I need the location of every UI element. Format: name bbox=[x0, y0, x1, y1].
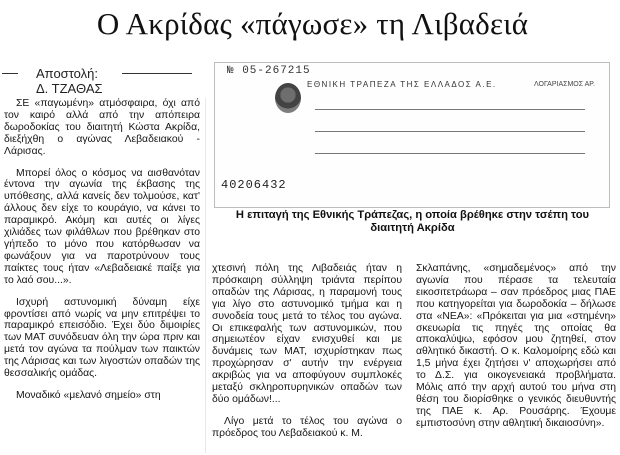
cheque-bank-name: ΕΘΝΙΚΗ ΤΡΑΠΕΖΑ ΤΗΣ ΕΛΛΑΔΟΣ Α.Ε. bbox=[307, 80, 497, 89]
cheque-rule bbox=[315, 153, 585, 154]
photo-caption: Η επιταγή της Εθνικής Τράπεζας, η οποία βρέθηκε στην τσέπη του διαιτητή Ακρίδα bbox=[235, 209, 590, 234]
cheque-code: ΛΟΓΑΡΙΑΣΜΟΣ ΑΡ. bbox=[533, 81, 595, 88]
paragraph: Μοναδικό «μελανό σημείο» στη bbox=[16, 389, 161, 401]
byline bbox=[20, 66, 180, 96]
paragraph: Μπορεί όλος ο κόσμος να αισθανόταν έντονα την αγωνία της έκβασης της υπόθεσης, αλλά κανείς δεν τολμούσε, κατ' άλλους δεν είχε το κουράγιο, να κάνει το παραμικρό. Ακόμη και αυτές οι λίγες χιλιάδες των φιλάθλων που βρέθηκαν στο γήπεδο το μόνο που κατόρθωσαν να φωνάξουν για να παροτρύνουν τους παίκτες τους ήταν «Λεβαδειακέ παίξε για το λαό σου...». bbox=[4, 167, 200, 286]
article-column-3 bbox=[416, 263, 616, 430]
article-column-2 bbox=[212, 263, 402, 440]
byline-author: Δ. ΤΖΑΘΑΣ bbox=[36, 81, 103, 96]
paragraph: ΣΕ «παγωμένη» ατμόσφαιρα, όχι από τον καιρό αλλά από την απόπειρα δωροδοκίας του διαιτητή Κώστα Ακρίδα, διεξήχθη ο αγώνας Λεβαδειακού - Λάρισας. bbox=[4, 98, 200, 157]
cheque-rule bbox=[315, 131, 585, 132]
portrait-icon bbox=[275, 83, 301, 113]
column-divider bbox=[205, 98, 206, 453]
article-column-1 bbox=[4, 98, 200, 402]
paragraph: Σκλαπάνης, «σημαδεμένος» από την αγωνία που πέρασε τα τελευταία εικοσιτετράωρα – σαν πρόεδρος μιας ΠΑΕ που κατηγορείται για δωροδοκία – δήλωσε στα «ΝΕΑ»: «Πρόκειται για μια «στημένη» σκευωρία τις πηγές της οποίας θα αποκαλύψω, εφόσον μου ζητηθεί, στον αθλητικό δικαστή. Ο κ. Καλομοίρης εδώ και 1,5 μήνα έχει ζητήσει ν' αποχωρήσει από το Δ.Σ. για οικογενειακά προβλήματα. Μόλις από την αρχή αυτού του μήνα στη θέση του διορίσθηκε ο γενικός διευθυντής της ΠΑΕ κ. Αρ. Ρουσάρης. Έχουμε εμπιστοσύνη στην αθλητική δικαιοσύνη». bbox=[416, 263, 616, 429]
cheque-rule bbox=[315, 109, 585, 110]
byline-label: Αποστολή: bbox=[36, 66, 98, 81]
headline: Ο Ακρίδας «πάγωσε» τη Λιβαδειά bbox=[96, 6, 529, 41]
cheque-image bbox=[215, 63, 609, 207]
paragraph: χτεσινή πόλη της Λιβαδειάς ήταν η πρόσκαιρη σύλληψη τριάντα περίπου οπαδών της Λάρισας, η παραμονή τους για λίγο στο αστυνομικό τμήμα και η συνοδεία τους μετά το τέλος του αγώνα. Οι επικεφαλής των αστυνομικών, που σημειωτέον είχαν ενισχυθεί και με δυνάμεις των ΜΑΤ, ισχυρίστηκαν πως προχώρησαν σ' αυτήν την ενέργεια ακριβώς για να αποφύγουν συμπλοκές μεταξύ σκληροπυρηνικών οπαδών των δύο ομάδων!... bbox=[212, 263, 402, 405]
paragraph: Ισχυρή αστυνομική δύναμη είχε φροντίσει από νωρίς να μην επιτρέψει το παραμικρό επεισόδιο. Έχει δύο διμοιρίες των ΜΑΤ συνόδευαν όλη την ώρα πριν και μετά τον αγώνα τα πούλμαν των παικτών της Λάρισας και των λιγοστών οπαδών της θεσσαλικής ομάδας. bbox=[4, 296, 200, 380]
cheque-amount-code: 40206432 bbox=[221, 178, 287, 192]
cheque-number: № 05-267215 bbox=[227, 65, 311, 77]
paragraph: Λίγο μετά το τέλος του αγώνα ο πρόεδρος του Λεβαδειακού κ. Μ. bbox=[212, 415, 402, 439]
byline-rule-left bbox=[2, 73, 18, 74]
cheque-photo bbox=[214, 62, 610, 208]
